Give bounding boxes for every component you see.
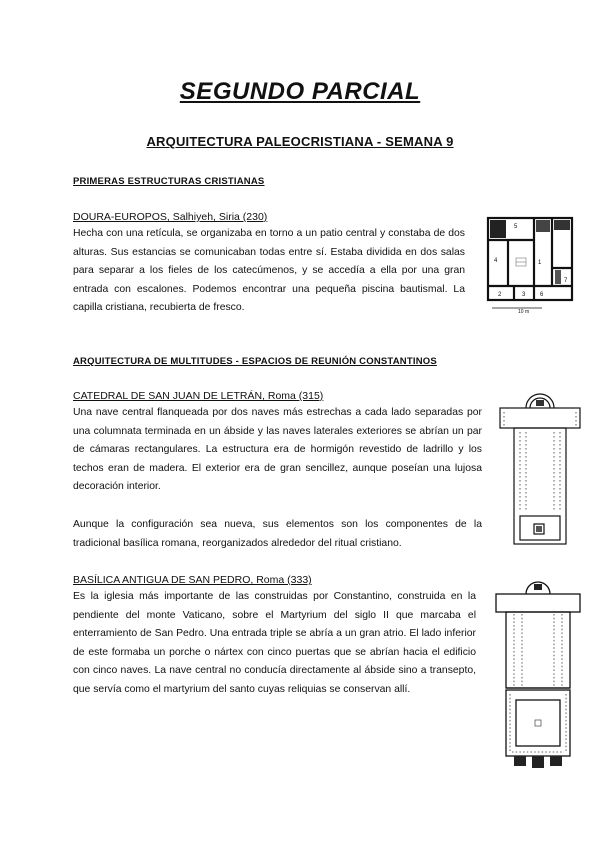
entry-heading-doura-europos: DOURA-EUROPOS, Salhiyeh, Siria (230) [73, 211, 268, 223]
entry-text-san-juan-letran: Una nave central flanqueada por dos naves más estrechas a cada lado separadas por una columnata terminada en un ábside y las naves laterales exteriores se abrían un par de cámaras rectangulares. La estructura era de hormigón revestido de ladrillo y los techos eran de madera. El exterior era de gran sencillez, aunque poseían una lujosa decoración interior. [73, 407, 482, 493]
san-pedro-floor-plan [492, 580, 584, 776]
plan-scale-label: 10 m [518, 309, 530, 314]
plan-label-5: 5 [514, 224, 518, 230]
plan-label-2: 2 [498, 292, 502, 298]
section-heading-primeras: PRIMERAS ESTRUCTURAS CRISTIANAS [73, 176, 265, 187]
section-heading-multitudes: ARQUITECTURA DE MULTITUDES - ESPACIOS DE REUNIÓN CONSTANTINOS [73, 356, 437, 367]
doura-europos-floor-plan [478, 214, 578, 314]
entry-text-san-pedro: Es la iglesia más importante de las construidas por Constantino, construida en la pendiente del monte Vaticano, sobre el Martyrium del siglo II que marcaba el enterramiento de San Pedro. Una entrada triple se abría a un gran atrio. El lado inferior de este formaba un porche o nártex con cinco puertas que se abrían hacia el edificio con cinco naves. La nave central no conducía directamente al ábside sino a transepto, que servía como el martyrium del santo cuyas reliquias se conservan allí. [73, 591, 476, 695]
page-title: SEGUNDO PARCIAL [179, 78, 421, 105]
entry-text-doura-europos: Hecha con una retícula, se organizaba en torno a un patio central y constaba de dos alturas. Sus estancias se comunicaban todas entre sí. Estaba dividida en dos salas para separar a los fieles de los catecúmenos, y se accedía a ella por una gran entrada con escalones. Podemos encontrar una pequeña piscina bautismal. La capilla cristiana, recubierta de fresco. [73, 228, 465, 314]
plan-label-3: 3 [522, 292, 526, 298]
plan-label-7: 7 [564, 278, 568, 284]
plan-label-1: 1 [538, 260, 542, 266]
entry-heading-san-juan-letran: CATEDRAL DE SAN JUAN DE LETRÁN, Roma (315) [73, 390, 324, 402]
plan-label-6: 6 [540, 292, 544, 298]
page-subtitle: ARQUITECTURA PALEOCRISTIANA - SEMANA 9 [146, 134, 454, 149]
san-juan-letran-floor-plan [496, 392, 584, 552]
entry-text-san-juan-letran-2: Aunque la configuración sea nueva, sus elementos son los componentes de la tradicional basílica romana, reorganizados alrededor del ritual cristiano. [73, 519, 482, 549]
plan-label-4: 4 [494, 258, 498, 264]
entry-heading-san-pedro: BASÍLICA ANTIGUA DE SAN PEDRO, Roma (333) [73, 574, 312, 586]
